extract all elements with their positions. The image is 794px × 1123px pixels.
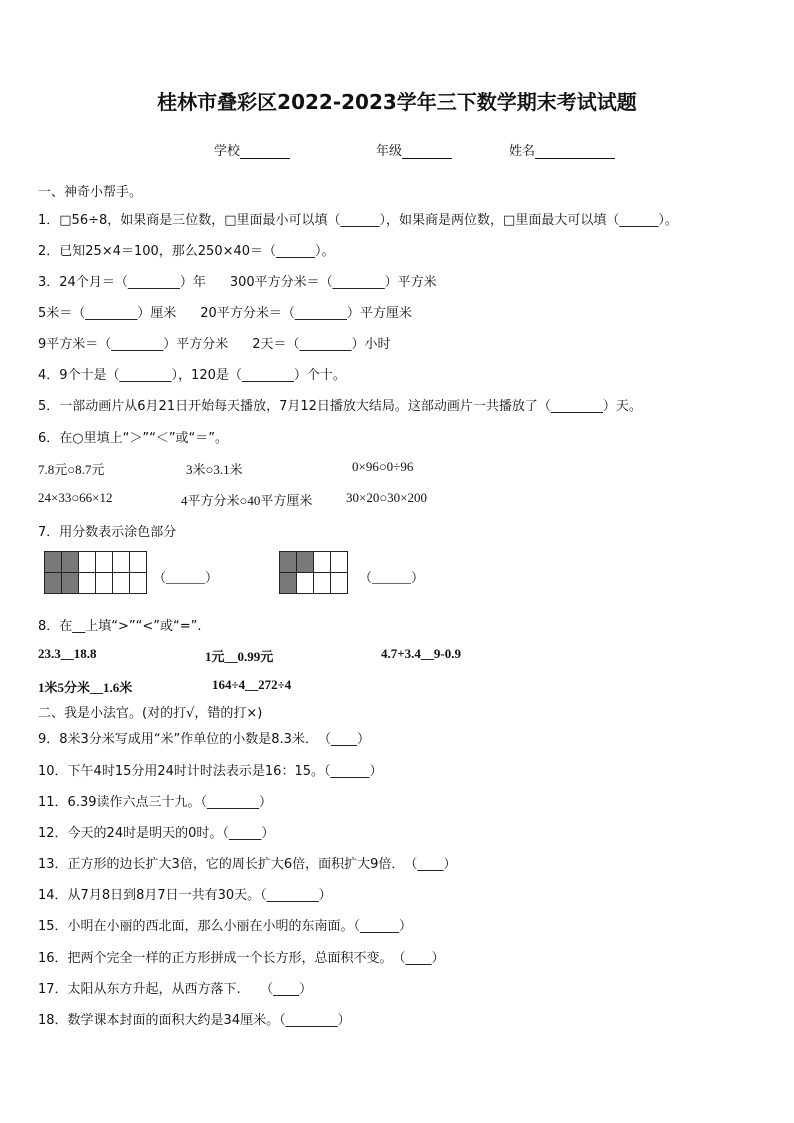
grid-cell: [331, 552, 348, 573]
grid-cell: [331, 573, 348, 594]
school-label: 学校: [214, 144, 241, 159]
fraction-figure-1: [44, 551, 147, 594]
grid-cell: [96, 552, 113, 573]
page-title: 桂林市叠彩区2022-2023学年三下数学期末考试试题: [157, 90, 637, 114]
grid-cell-shaded: [45, 552, 62, 573]
q6-item: 0×96○0÷96: [352, 459, 414, 474]
grid-cell-shaded: [45, 573, 62, 594]
judge-item: 14．从7月8日到8月7日一共有30天。（________）: [38, 888, 332, 903]
judge-item: 17．太阳从东方升起，从西方落下. （____）: [38, 982, 313, 997]
grid-cell: [79, 552, 96, 573]
q6-item: 24×33○66×12: [38, 490, 113, 505]
name-field: [509, 140, 615, 159]
question-3-row-1: [38, 271, 437, 290]
question-2: 2．已知25×4＝100，那么250×40＝（______）。: [38, 244, 335, 259]
question-6: 6．在○里填上“＞”“＜”或“＝”。: [38, 431, 229, 446]
grid-cell: [130, 573, 147, 594]
judge-item: 9．8米3分米写成用“米”作单位的小数是8.3米． （____）: [38, 732, 370, 747]
question-3-row-2: [38, 302, 412, 321]
grid-cell: [113, 552, 130, 573]
grid-cell: [314, 552, 331, 573]
judge-item: 15．小明在小丽的西北面，那么小丽在小明的东南面。（______）: [38, 919, 413, 934]
q8-item: 23.3__18.8: [38, 646, 97, 661]
grid-cell-shaded: [62, 573, 79, 594]
grid-cell: [314, 573, 331, 594]
name-label: 姓名: [509, 144, 536, 159]
judge-item: 10．下午4时15分用24时计时法表示是16：15。（______）: [38, 764, 383, 779]
grid-cell: [113, 573, 130, 594]
grid-cell: [297, 573, 314, 594]
q3-item-e: 9平方米＝（________）平方分米: [38, 337, 229, 352]
q7-answer-blank-1[interactable]: （______）: [153, 570, 219, 585]
judge-item: 12．今天的24时是明天的0时。（_____）: [38, 826, 275, 841]
q8-item: 1米5分米__1.6米: [38, 680, 133, 695]
q3-item-b: 300平方分米＝（________）平方米: [229, 275, 437, 290]
q6-item: 3米○3.1米: [186, 462, 243, 477]
grid-cell-shaded: [280, 552, 297, 573]
section-2-heading: 二、我是小法官。(对的打√，错的打×): [38, 706, 263, 721]
grid-cell-shaded: [297, 552, 314, 573]
q6-item: 30×20○30×200: [346, 490, 428, 505]
q8-item: 164÷4__272÷4: [212, 677, 292, 692]
question-5: 5．一部动画片从6月21日开始每天播放，7月12日播放大结局。这部动画片一共播放了（________）天。: [38, 399, 642, 414]
grid-cell: [96, 573, 113, 594]
section-1-heading: 一、神奇小帮手。: [38, 185, 143, 200]
question-3-row-3: [38, 333, 391, 352]
q8-item: 1元__0.99元: [205, 649, 274, 664]
q3-item-f: 2天＝（________）小时: [252, 337, 391, 352]
q8-item: 4.7+3.4__9-0.9: [381, 646, 461, 661]
judge-item: 18．数学课本封面的面积大约是34厘米。（________）: [38, 1013, 351, 1028]
grade-label: 年级: [376, 144, 403, 159]
question-4: 4．9个十是（________），120是（________）个十。: [38, 368, 346, 383]
school-field: [214, 140, 290, 159]
question-1: 1．□56÷8，如果商是三位数，□里面最小可以填（______），如果商是两位数，□里面最大可以填（______）。: [38, 213, 678, 228]
judge-item: 16．把两个完全一样的正方形拼成一个长方形，总面积不变。 （____）: [38, 951, 445, 966]
grid-cell-shaded: [62, 552, 79, 573]
grade-blank[interactable]: [402, 144, 452, 159]
question-8: 8．在__上填“>”“<”或“=”.: [38, 619, 202, 634]
school-blank[interactable]: [240, 144, 290, 159]
name-blank[interactable]: [535, 144, 615, 159]
fraction-figure-2: [279, 551, 348, 594]
judge-item: 11．6.39读作六点三十九。（________）: [38, 795, 272, 810]
q3-item-a: 3．24个月＝（________）年: [38, 275, 206, 290]
q6-item: 7.8元○8.7元: [38, 462, 105, 477]
grid-cell-shaded: [280, 573, 297, 594]
q3-item-c: 5米＝（________）厘米: [38, 306, 177, 321]
q7-answer-blank-2[interactable]: （______）: [359, 570, 425, 585]
grid-cell: [79, 573, 96, 594]
judge-item: 13．正方形的边长扩大3倍，它的周长扩大6倍，面积扩大9倍． （____）: [38, 857, 457, 872]
q6-item: 4平方分米○40平方厘米: [181, 493, 313, 508]
grid-cell: [130, 552, 147, 573]
grade-field: [376, 140, 452, 159]
q3-item-d: 20平方分米＝（________）平方厘米: [200, 306, 412, 321]
question-7: 7．用分数表示涂色部分: [38, 525, 177, 540]
